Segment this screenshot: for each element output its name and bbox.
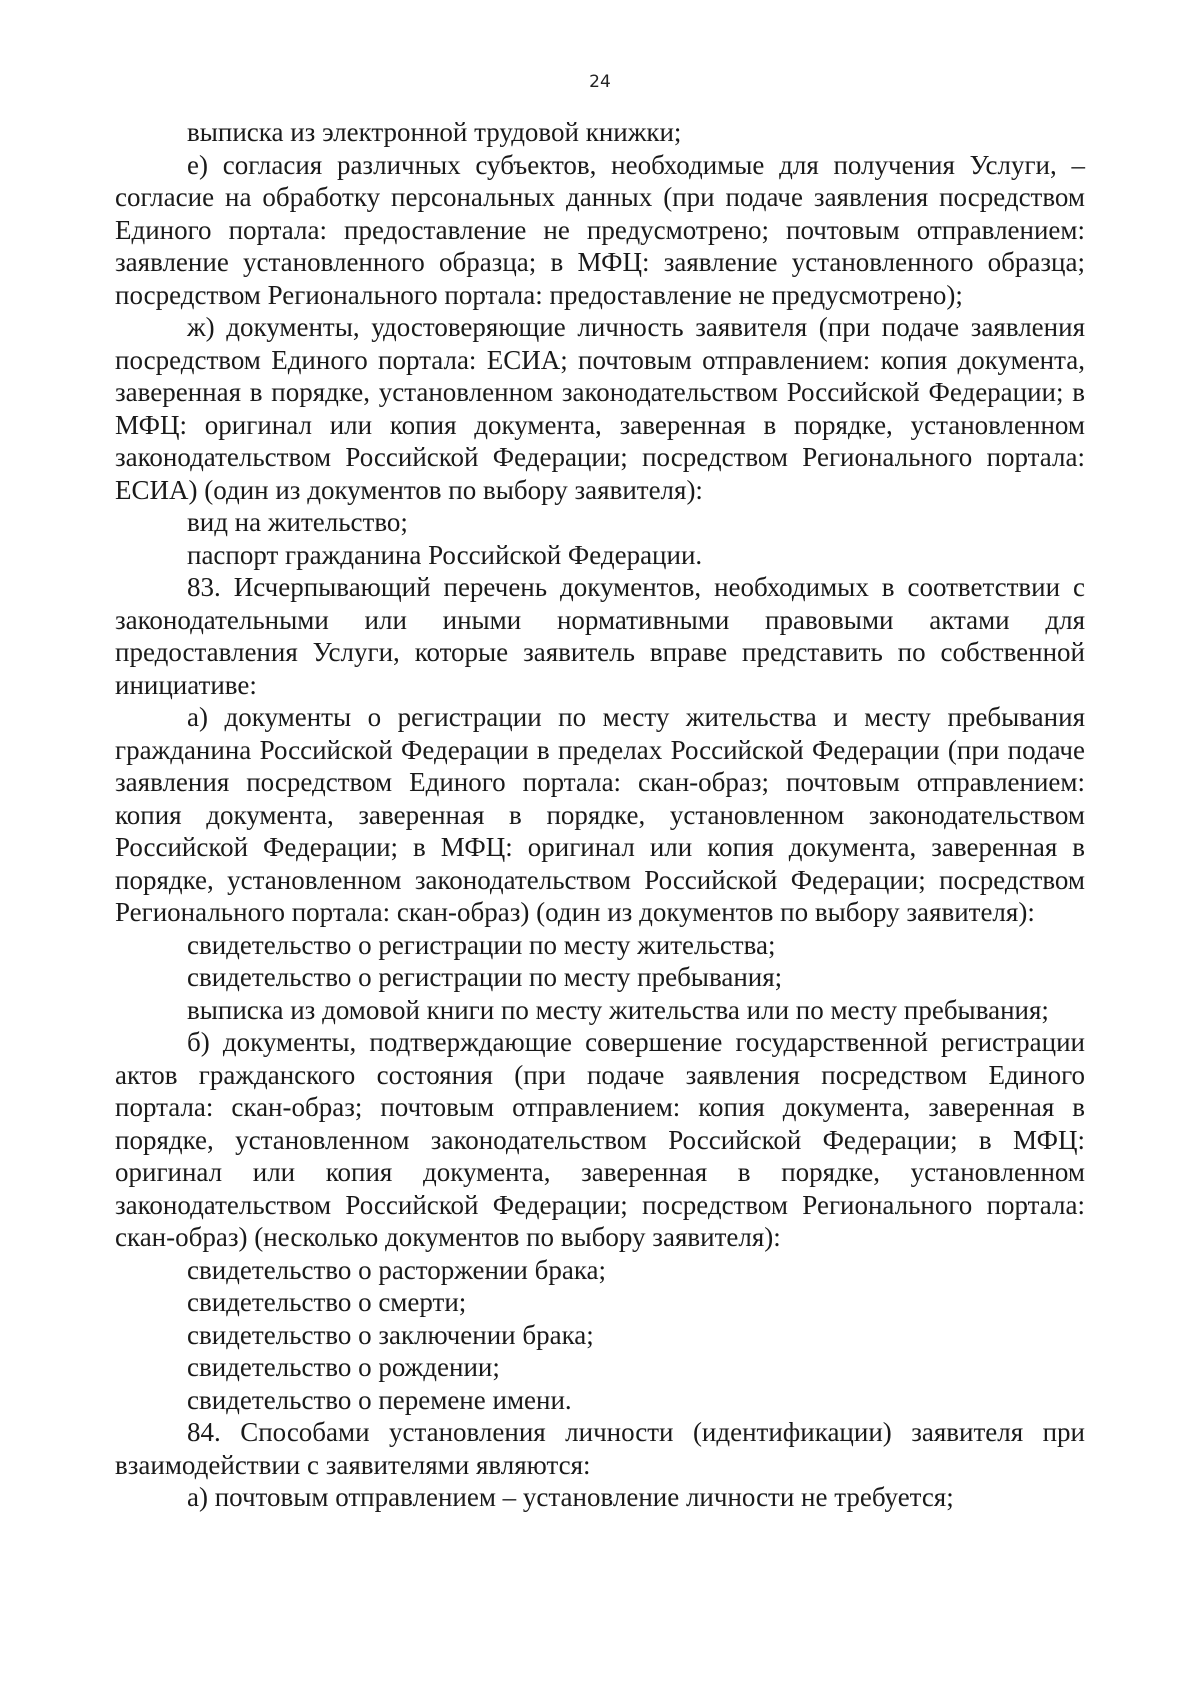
paragraph: а) документы о регистрации по месту жительства и месту пребывания гражданина Российской Федерации в пределах Российской Федерации (при подаче заявления посредством Единого портала: скан-образ; почтовым отправлением: копия документа, заверенная в порядке, установленном законодательством Российской Федерации; в МФЦ: оригинал или копия документа, заверенная в порядке, установленном законодательством Российской Федерации; посредством Регионального портала: скан-образ) (один из документов по выбору заявителя): bbox=[115, 702, 1085, 927]
paragraph: выписка из домовой книги по месту жительства или по месту пребывания; bbox=[187, 994, 1049, 1025]
paragraph: свидетельство о регистрации по месту пребывания; bbox=[187, 962, 783, 992]
paragraph: а) почтовым отправлением – установление личности не требуется; bbox=[187, 1482, 954, 1512]
paragraph: свидетельство о рождении; bbox=[187, 1352, 500, 1382]
paragraph: выписка из электронной трудовой книжки; bbox=[187, 117, 682, 147]
paragraph: е) согласия различных субъектов, необходимые для получения Услуги, – согласие на обработку персональных данных (при подаче заявления посредством Единого портала: предоставление не предусмотрено; почтовым отправлением: заявление установленного образца; в МФЦ: заявление установленного образца; посредством Регионального портала: предоставление не предусмотрено); bbox=[115, 149, 1085, 310]
paragraph: б) документы, подтверждающие совершение государственной регистрации актов гражданского состояния (при подаче заявления посредством Единого портала: скан-образ; почтовым отправлением: копия документа, заверенная в порядке, установленном законодательством Российской Федерации; в МФЦ: оригинал или копия документа, заверенная в порядке, установленном законодательством Российской Федерации; посредством Регионального портала: скан-образ) (несколько документов по выбору заявителя): bbox=[115, 1027, 1085, 1252]
paragraph: свидетельство о расторжении брака; bbox=[187, 1254, 607, 1285]
document-body bbox=[115, 116, 1085, 1514]
paragraph: паспорт гражданина Российской Федерации. bbox=[187, 539, 703, 570]
paragraph: свидетельство о смерти; bbox=[187, 1287, 467, 1317]
paragraph: свидетельство о заключении брака; bbox=[187, 1319, 594, 1350]
paragraph: 84. Способами установления личности (идентификации) заявителя при взаимодействии с заявителями являются: bbox=[115, 1417, 1085, 1480]
page-number: 24 bbox=[589, 72, 611, 92]
paragraph: свидетельство о перемене имени. bbox=[187, 1384, 572, 1415]
paragraph: 83. Исчерпывающий перечень документов, необходимых в соответствии с законодательными или иными нормативными правовыми актами для предоставления Услуги, которые заявитель вправе представить по собственной инициативе: bbox=[115, 572, 1085, 700]
paragraph: свидетельство о регистрации по месту жительства; bbox=[187, 929, 776, 960]
paragraph: ж) документы, удостоверяющие личность заявителя (при подаче заявления посредством Единого портала: ЕСИА; почтовым отправлением: копия документа, заверенная в порядке, установленном законодательством Российской Федерации; в МФЦ: оригинал или копия документа, заверенная в порядке, установленном законодательством Российской Федерации; посредством Регионального портала: ЕСИА) (один из документов по выбору заявителя): bbox=[115, 312, 1085, 505]
paragraph: вид на жительство; bbox=[187, 507, 408, 537]
